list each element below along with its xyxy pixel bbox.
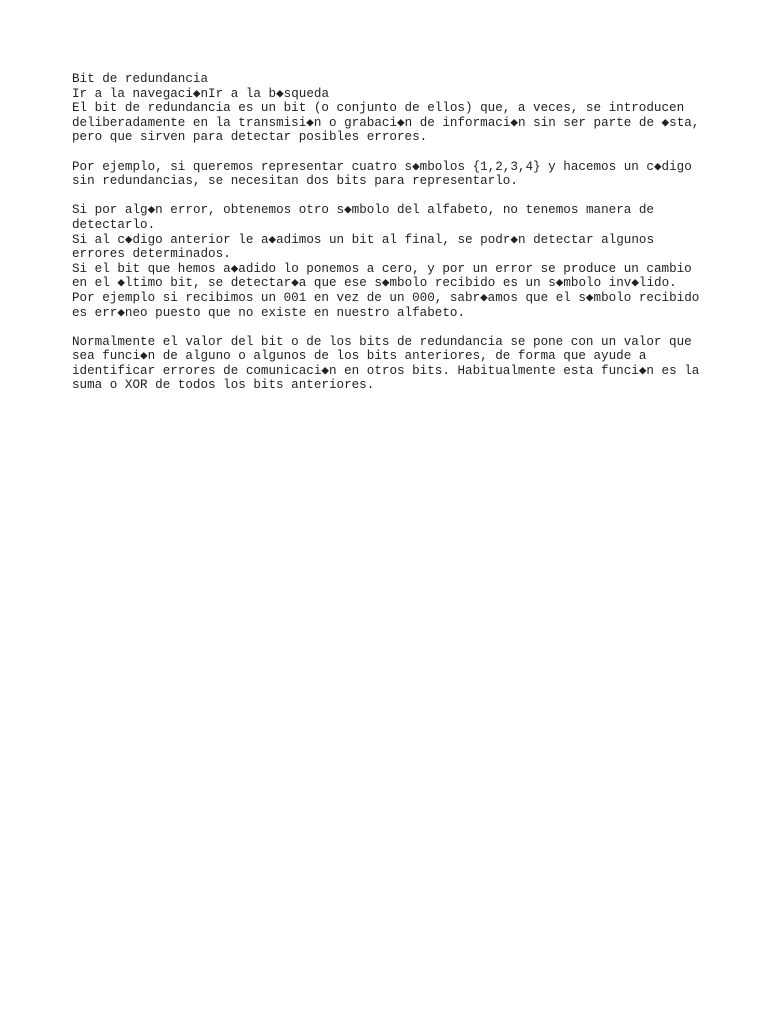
- paragraph-line: Normalmente el valor del bit o de los bits de redundancia se pone con un valor que: [72, 334, 692, 349]
- document-page: [72, 72, 712, 393]
- paragraph-line: suma o XOR de todos los bits anteriores.: [72, 378, 375, 393]
- paragraph-line: es err◆neo puesto que no existe en nuestro alfabeto.: [72, 305, 466, 320]
- paragraph-line: deliberadamente en la transmisi◆n o grabaci◆n de informaci◆n sin ser parte de ◆sta,: [72, 115, 700, 130]
- paragraph-line: Si el bit que hemos a◆adido lo ponemos a cero, y por un error se produce un cambio: [72, 261, 692, 276]
- paragraph-line: en el ◆ltimo bit, se detectar◆a que ese s◆mbolo recibido es un s◆mbolo inv◆lido.: [72, 276, 677, 291]
- paragraph-line: Por ejemplo si recibimos un 001 en vez de un 000, sabr◆amos que el s◆mbolo recibido: [72, 290, 700, 305]
- paragraph-line: errores determinados.: [72, 247, 231, 262]
- paragraph: [72, 335, 712, 393]
- paragraph: [72, 203, 712, 320]
- document-title: Bit de redundancia: [72, 72, 209, 86]
- paragraph-line: Si al c◆digo anterior le a◆adimos un bit al final, se podr◆n detectar algunos: [72, 232, 654, 247]
- paragraph-line: identificar errores de comunicaci◆n en otros bits. Habitualmente esta funci◆n es la: [72, 363, 700, 378]
- paragraph-line: sin redundancias, se necesitan dos bits para representarlo.: [72, 174, 518, 189]
- navigation-links[interactable]: Ir a la navegaci◆nIr a la b◆squeda: [72, 86, 330, 101]
- paragraph: [72, 160, 712, 189]
- paragraph-line: Por ejemplo, si queremos representar cuatro s◆mbolos {1,2,3,4} y hacemos un c◆digo: [72, 159, 692, 174]
- paragraph-line: El bit de redundancia es un bit (o conjunto de ellos) que, a veces, se introducen: [72, 101, 685, 116]
- paragraph: [72, 101, 712, 145]
- paragraph-line: sea funci◆n de alguno o algunos de los bits anteriores, de forma que ayude a: [72, 349, 647, 364]
- paragraph-line: detectarlo.: [72, 217, 156, 232]
- paragraph-line: pero que sirven para detectar posibles errores.: [72, 130, 428, 145]
- paragraph-line: Si por alg◆n error, obtenemos otro s◆mbolo del alfabeto, no tenemos manera de: [72, 203, 654, 218]
